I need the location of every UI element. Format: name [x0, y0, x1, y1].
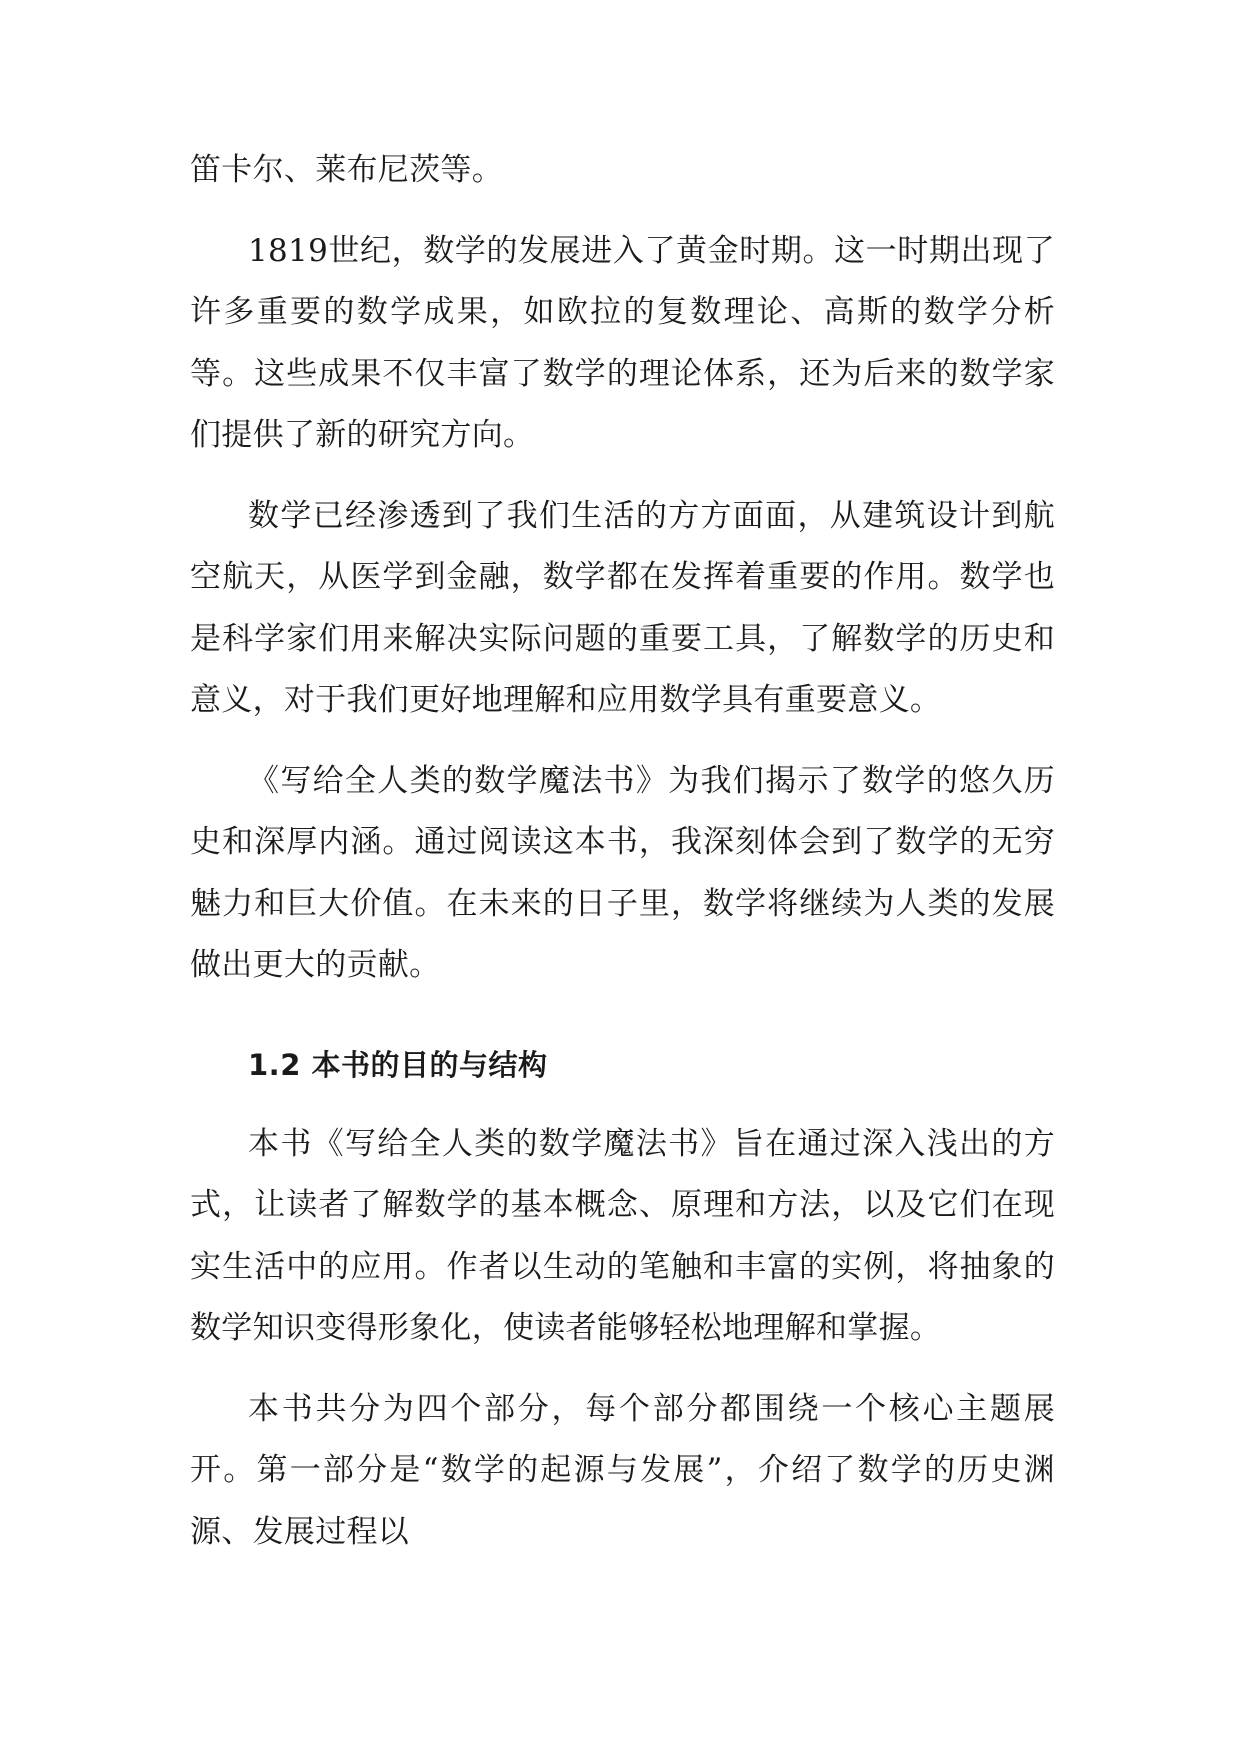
document-body	[190, 140, 1055, 1582]
paragraph-golden-age: 1819世纪，数学的发展进入了黄金时期。这一时期出现了许多重要的数学成果，如欧拉的复数理论、高斯的数学分析等。这些成果不仅丰富了数学的理论体系，还为后来的数学家们提供了新的研究方向。	[190, 232, 1055, 453]
paragraph-math-in-life: 数学已经渗透到了我们生活的方方面面，从建筑设计到航空航天，从医学到金融，数学都在发挥着重要的作用。数学也是科学家们用来解决实际问题的重要工具，了解数学的历史和意义，对于我们更好地理解和应用数学具有重要意义。	[190, 497, 1055, 718]
paragraph-book-structure: 本书共分为四个部分，每个部分都围绕一个核心主题展开。第一部分是“数学的起源与发展”，介绍了数学的历史渊源、发展过程以	[190, 1390, 1055, 1550]
paragraph-book-summary: 《写给全人类的数学魔法书》为我们揭示了数学的悠久历史和深厚内涵。通过阅读这本书，我深刻体会到了数学的无穷魅力和巨大价值。在未来的日子里，数学将继续为人类的发展做出更大的贡献。	[190, 762, 1055, 983]
paragraph-book-purpose: 本书《写给全人类的数学魔法书》旨在通过深入浅出的方式，让读者了解数学的基本概念、原理和方法，以及它们在现实生活中的应用。作者以生动的笔触和丰富的实例，将抽象的数学知识变得形象化，使读者能够轻松地理解和掌握。	[190, 1125, 1055, 1346]
paragraph-continuation: 笛卡尔、莱布尼茨等。	[190, 152, 503, 188]
section-heading: 1.2 本书的目的与结构	[248, 1047, 548, 1082]
